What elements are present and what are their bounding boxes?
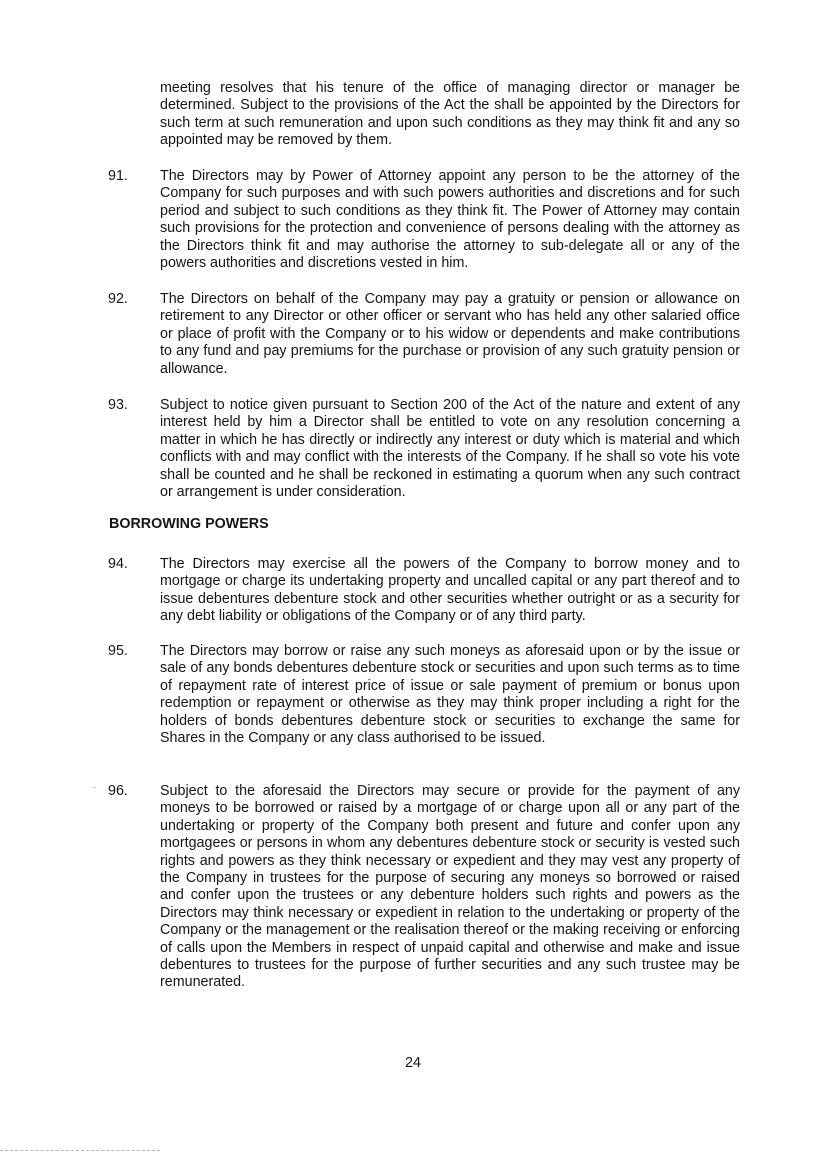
clause-number-92: 92.	[108, 291, 128, 307]
scan-artifact-line	[0, 1150, 160, 1151]
clause-number-93: 93.	[108, 397, 128, 413]
intro-paragraph: meeting resolves that his tenure of the office of managing director or manager be determined. Subject to the provisions of the Act the shall be appointed by the Directors for such term at such remuneration and upon such conditions as they may think fit and any so appointed may be removed by them.	[160, 80, 740, 149]
clause-number-91: 91.	[108, 168, 128, 184]
clause-number-94: 94.	[108, 556, 128, 572]
clause-number-95: 95.	[108, 643, 128, 659]
section-heading: BORROWING POWERS	[109, 516, 269, 532]
clause-text-95: The Directors may borrow or raise any such moneys as aforesaid upon or by the issue or sale of any bonds debentures debenture stock or securities and upon such terms as to time of repayment rate of interest price of issue or sale payment of premium or bonus upon redemption or repayment or otherwise as they may think proper including a right for the holders of bonds debentures debenture stock or securities to exchange the same for Shares in the Company or any class authorised to be issued.	[160, 643, 740, 747]
page-number: 24	[405, 1055, 421, 1071]
clause-number-96: 96.	[108, 783, 128, 799]
scan-speck: ·	[93, 782, 97, 793]
clause-text-91: The Directors may by Power of Attorney appoint any person to be the attorney of the Company for such purposes and with such powers authorities and discretions and for such period and subject to such conditions as they think fit. The Power of Attorney may contain such provisions for the protection and convenience of persons dealing with the attorney as the Directors think fit and may authorise the attorney to sub-delegate all or any of the powers authorities and discretions vested in him.	[160, 168, 740, 272]
clause-text-96: Subject to the aforesaid the Directors may secure or provide for the payment of any moneys to be borrowed or raised by a mortgage of or charge upon all or any part of the undertaking or property of the Company both present and future and confer upon any mortgagees or persons in whom any debentures debenture stock or security is vested such rights and powers as they think necessary or expedient and they may vest any property of the Company in trustees for the purpose of securing any moneys so borrowed or raised and confer upon the trustees or any debenture holders such rights and powers as the Directors may think necessary or expedient in relation to the undertaking or property of the Company or the management or the realisation thereof or the making receiving or enforcing of calls upon the Members in respect of unpaid capital and otherwise and make and issue debentures to trustees for the purpose of further securities and any such trustee may be remunerated.	[160, 783, 740, 991]
clause-text-92: The Directors on behalf of the Company may pay a gratuity or pension or allowance on retirement to any Director or other officer or servant who has held any other salaried office or place of profit with the Company or to his widow or dependents and make contributions to any fund and pay premiums for the purchase or provision of any such gratuity pension or allowance.	[160, 291, 740, 377]
clause-text-94: The Directors may exercise all the powers of the Company to borrow money and to mortgage or charge its undertaking property and uncalled capital or any part thereof and to issue debentures debenture stock and other securities whether outright or as a security for any debt liability or obligations of the Company or of any third party.	[160, 556, 740, 625]
clause-text-93: Subject to notice given pursuant to Section 200 of the Act of the nature and extent of any interest held by him a Director shall be entitled to vote on any resolution concerning a matter in which he has directly or indirectly any interest or duty which is material and which conflicts with and may conflict with the interests of the Company. If he shall so vote his vote shall be counted and he shall be reckoned in estimating a quorum when any such contract or arrangement is under consideration.	[160, 397, 740, 501]
